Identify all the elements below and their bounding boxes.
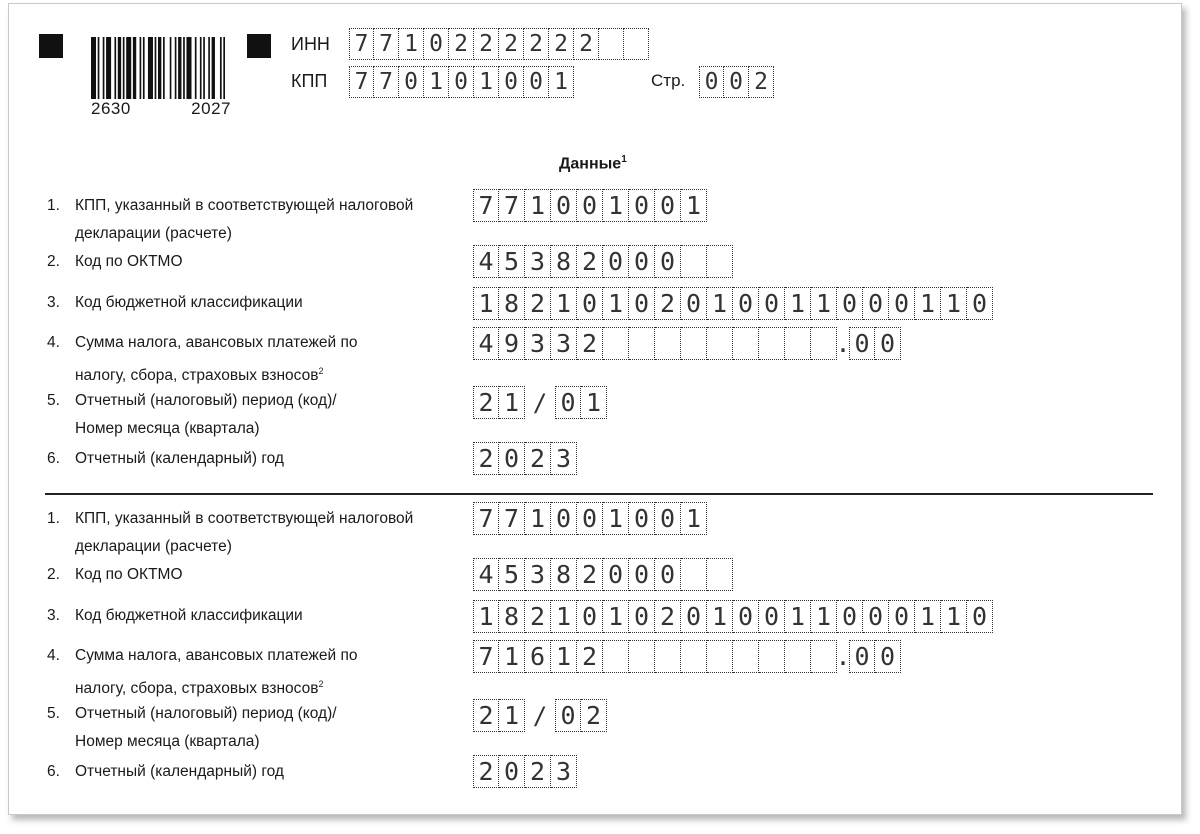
tax-sum-field-cell[interactable] [681, 640, 707, 673]
year-field-cell[interactable]: 2 [473, 755, 499, 788]
row-label [47, 329, 357, 390]
tax-sum-field [473, 327, 901, 360]
tax-sum-field-separator: . [835, 642, 851, 671]
tax-sum-field-cell[interactable] [785, 640, 811, 673]
year-field-cell[interactable]: 3 [551, 755, 577, 788]
tax-sum-field-cell[interactable] [681, 327, 707, 360]
barcode-numbers [91, 99, 231, 119]
kbk-field-cell[interactable]: 1 [915, 287, 941, 320]
barcode-bar [203, 37, 205, 99]
oktmo-field-cell[interactable]: 4 [473, 245, 499, 278]
row-label-line1: КПП, указанный в соответствующей налоговой [75, 510, 414, 527]
inn-label: ИНН [291, 34, 330, 54]
barcode-bar [220, 37, 222, 99]
page-number-field-cell[interactable]: 2 [749, 66, 774, 98]
kbk-field-cell[interactable]: 0 [629, 287, 655, 320]
year-field [473, 442, 577, 475]
row-number: 4. [47, 647, 60, 664]
year-field-cell[interactable]: 0 [499, 442, 525, 475]
tax-sum-field-cell[interactable] [629, 327, 655, 360]
barcode-bar [155, 37, 157, 99]
oktmo-field-cell[interactable]: 3 [525, 558, 551, 591]
tax-sum-field-cell[interactable]: 3 [525, 327, 551, 360]
kpp-field-cell[interactable]: 0 [524, 66, 549, 98]
barcode-bar [114, 37, 116, 99]
year-field-cell[interactable]: 2 [525, 755, 551, 788]
inn-field-cell[interactable]: 0 [424, 28, 449, 60]
period-field-cell[interactable]: 1 [499, 386, 525, 419]
kpp-field-cell[interactable]: 1 [525, 502, 551, 535]
row-label-line1: Отчетный (календарный) год [75, 450, 284, 467]
row-number: 1. [47, 197, 60, 214]
row-label [47, 758, 284, 786]
tax-sum-field-cell[interactable] [603, 327, 629, 360]
row-number: 5. [47, 392, 60, 409]
tax-sum-field-cell[interactable] [733, 327, 759, 360]
inn-field [349, 28, 649, 60]
registration-mark-left [39, 34, 63, 58]
barcode-bar [126, 37, 131, 99]
tax-sum-field-cell[interactable]: 1 [499, 640, 525, 673]
kpp-field-cell[interactable]: 1 [474, 66, 499, 98]
kpp-field-cell[interactable]: 7 [374, 66, 399, 98]
oktmo-field-cell[interactable]: 8 [551, 245, 577, 278]
kbk-field-cell[interactable]: 0 [889, 600, 915, 633]
barcode-bar [223, 37, 225, 99]
kbk-field-cell[interactable]: 1 [941, 287, 967, 320]
tax-sum-field-cell[interactable] [707, 640, 733, 673]
oktmo-field-cell[interactable]: 0 [603, 558, 629, 591]
oktmo-field-cell[interactable] [681, 558, 707, 591]
barcode [91, 37, 225, 99]
kpp-field-cell[interactable]: 0 [655, 189, 681, 222]
page-number-field-cell[interactable]: 0 [724, 66, 749, 98]
row-number: 5. [47, 705, 60, 722]
inn-field-cell[interactable]: 2 [574, 28, 599, 60]
kbk-field-cell[interactable]: 1 [785, 600, 811, 633]
kbk-field-cell[interactable]: 1 [811, 600, 837, 633]
tax-sum-field-cell[interactable]: 0 [875, 327, 901, 360]
period-field-separator: / [532, 388, 548, 417]
kbk-field-cell[interactable]: 1 [811, 287, 837, 320]
year-field-cell[interactable]: 2 [473, 442, 499, 475]
row-label [47, 602, 303, 630]
row-label-line1: Отчетный (календарный) год [75, 763, 284, 780]
kpp-field-cell[interactable]: 0 [449, 66, 474, 98]
tax-sum-field-cell[interactable]: 1 [551, 640, 577, 673]
row-label [47, 561, 183, 589]
barcode-bar [186, 37, 191, 99]
kpp-field-cell[interactable]: 0 [629, 502, 655, 535]
oktmo-field-cell[interactable]: 0 [629, 558, 655, 591]
barcode-bar [98, 37, 100, 99]
barcode-bar [212, 37, 215, 99]
barcode-bar [163, 37, 165, 99]
inn-field-cell[interactable] [599, 28, 624, 60]
row-number: 6. [47, 450, 60, 467]
row-footnote: 2 [318, 679, 324, 689]
oktmo-field-cell[interactable]: 3 [525, 245, 551, 278]
kbk-field-cell[interactable]: 1 [551, 600, 577, 633]
row-label [47, 445, 284, 473]
barcode-bar [195, 37, 197, 99]
barcode-bar [103, 37, 105, 99]
kbk-field-cell[interactable]: 1 [785, 287, 811, 320]
tax-sum-field-cell[interactable]: 3 [551, 327, 577, 360]
barcode-bar [106, 37, 111, 99]
oktmo-field-cell[interactable]: 8 [551, 558, 577, 591]
row-label [47, 289, 303, 317]
kbk-field-cell[interactable]: 1 [473, 600, 499, 633]
kpp-field [473, 189, 707, 222]
kpp-field-cell[interactable]: 1 [681, 502, 707, 535]
tax-sum-field-cell[interactable]: 6 [525, 640, 551, 673]
kbk-field-cell[interactable]: 2 [655, 600, 681, 633]
tax-sum-field-cell[interactable] [733, 640, 759, 673]
inn-field-cell[interactable]: 7 [374, 28, 399, 60]
barcode-bar [200, 37, 202, 99]
kbk-field-cell[interactable]: 1 [915, 600, 941, 633]
kpp-field-cell[interactable]: 0 [551, 189, 577, 222]
oktmo-field-cell[interactable]: 2 [577, 558, 603, 591]
tax-sum-field-cell[interactable]: 0 [849, 327, 875, 360]
registration-mark-right [247, 34, 271, 58]
row-label-line2: декларации (расчете) [75, 225, 232, 242]
kbk-field-cell[interactable]: 0 [889, 287, 915, 320]
kbk-field-cell[interactable]: 0 [967, 287, 993, 320]
kpp-field-cell[interactable]: 0 [499, 66, 524, 98]
barcode-number-1: 2630 [91, 99, 131, 118]
kbk-field-cell[interactable]: 8 [499, 600, 525, 633]
kpp-field-cell[interactable]: 0 [399, 66, 424, 98]
oktmo-field-cell[interactable] [681, 245, 707, 278]
kbk-field-cell[interactable]: 1 [603, 600, 629, 633]
barcode-bar [133, 37, 136, 99]
kbk-field-cell[interactable]: 2 [525, 600, 551, 633]
year-field [473, 755, 577, 788]
oktmo-field [473, 558, 733, 591]
kbk-field-cell[interactable]: 2 [525, 287, 551, 320]
kpp-field-cell[interactable]: 7 [499, 502, 525, 535]
oktmo-field-cell[interactable]: 4 [473, 558, 499, 591]
page-number-field [699, 66, 774, 98]
period-field [473, 699, 607, 732]
period-field-cell[interactable]: 1 [499, 699, 525, 732]
tax-sum-field-cell[interactable] [811, 640, 837, 673]
barcode-bar [123, 37, 125, 99]
period-field-cell[interactable]: 0 [555, 386, 581, 419]
period-field [473, 386, 607, 419]
tax-sum-field-cell[interactable]: 2 [577, 327, 603, 360]
kbk-field-cell[interactable]: 0 [577, 600, 603, 633]
tax-sum-field-cell[interactable] [785, 327, 811, 360]
kpp-field-cell[interactable]: 0 [577, 502, 603, 535]
row-label-line2: Номер месяца (квартала) [75, 420, 260, 437]
barcode-bar [140, 37, 142, 99]
kbk-field-cell[interactable]: 1 [941, 600, 967, 633]
kpp-field-cell[interactable]: 1 [681, 189, 707, 222]
inn-field-cell[interactable] [624, 28, 649, 60]
row-number: 4. [47, 334, 60, 351]
tax-sum-field-cell[interactable]: 0 [849, 640, 875, 673]
page-number-field-cell[interactable]: 0 [699, 66, 724, 98]
barcode-bar [143, 37, 145, 99]
row-number: 2. [47, 566, 60, 583]
period-field-separator: / [532, 701, 548, 730]
kpp-field-cell[interactable]: 7 [473, 189, 499, 222]
kpp-field-cell[interactable]: 1 [424, 66, 449, 98]
period-field-cell[interactable]: 2 [473, 386, 499, 419]
oktmo-field-cell[interactable] [707, 245, 733, 278]
period-field-cell[interactable]: 2 [581, 699, 607, 732]
tax-sum-field-separator: . [835, 329, 851, 358]
row-label [47, 248, 183, 276]
kpp-field-cell[interactable]: 7 [473, 502, 499, 535]
row-number: 2. [47, 253, 60, 270]
kbk-field-cell[interactable]: 0 [733, 287, 759, 320]
year-field-cell[interactable]: 2 [525, 442, 551, 475]
row-label-line1: Сумма налога, авансовых платежей по [75, 334, 358, 351]
tax-sum-field-cell[interactable] [707, 327, 733, 360]
block-divider [45, 493, 1153, 495]
tax-sum-field-cell[interactable]: 4 [473, 327, 499, 360]
oktmo-field-cell[interactable]: 0 [655, 558, 681, 591]
barcode-bar [178, 37, 181, 99]
barcode-bar [170, 37, 172, 99]
tax-sum-field-cell[interactable] [655, 640, 681, 673]
kbk-field-cell[interactable]: 1 [707, 287, 733, 320]
period-field-cell[interactable]: 1 [581, 386, 607, 419]
barcode-bar [118, 37, 121, 99]
kpp-field [349, 66, 574, 98]
row-label [47, 387, 337, 443]
kbk-field-cell[interactable]: 0 [837, 600, 863, 633]
row-footnote: 2 [318, 366, 324, 376]
tax-sum-field-cell[interactable] [655, 327, 681, 360]
kbk-field-cell[interactable]: 2 [655, 287, 681, 320]
barcode-bar [158, 37, 161, 99]
row-label-line1: Отчетный (налоговый) период (код)/ [75, 392, 337, 409]
inn-field-cell[interactable]: 2 [449, 28, 474, 60]
year-field-cell[interactable]: 0 [499, 755, 525, 788]
kpp-field-cell[interactable]: 7 [499, 189, 525, 222]
row-label-line1: Код бюджетной классификации [75, 294, 303, 311]
kpp-field-cell[interactable]: 1 [525, 189, 551, 222]
tax-sum-field-cell[interactable] [629, 640, 655, 673]
kpp-field-cell[interactable]: 7 [349, 66, 374, 98]
oktmo-field-cell[interactable] [707, 558, 733, 591]
section-title-footnote: 1 [621, 154, 627, 165]
kbk-field-cell[interactable]: 0 [863, 287, 889, 320]
tax-sum-field-cell[interactable] [603, 640, 629, 673]
barcode-bar [183, 37, 185, 99]
kbk-field-cell[interactable]: 0 [681, 600, 707, 633]
row-label [47, 192, 413, 248]
kpp-field-cell[interactable]: 0 [629, 189, 655, 222]
page-label: Стр. [651, 71, 686, 90]
row-label [47, 642, 357, 703]
row-label-line1: Код по ОКТМО [75, 566, 183, 583]
inn-field-cell[interactable]: 2 [524, 28, 549, 60]
kbk-field-cell[interactable]: 0 [629, 600, 655, 633]
tax-sum-field-cell[interactable] [759, 640, 785, 673]
kpp-field-cell[interactable]: 0 [551, 502, 577, 535]
kbk-field-cell[interactable]: 1 [551, 287, 577, 320]
kbk-field [473, 287, 993, 320]
form-page [8, 3, 1182, 815]
kpp-field-cell[interactable]: 1 [603, 502, 629, 535]
kbk-field-cell[interactable]: 0 [577, 287, 603, 320]
oktmo-field-cell[interactable]: 2 [577, 245, 603, 278]
kbk-field-cell[interactable]: 1 [473, 287, 499, 320]
kbk-field [473, 600, 993, 633]
tax-sum-field-cell[interactable]: 9 [499, 327, 525, 360]
year-field-cell[interactable]: 3 [551, 442, 577, 475]
kbk-field-cell[interactable]: 1 [707, 600, 733, 633]
inn-field-cell[interactable]: 1 [399, 28, 424, 60]
kbk-field-cell[interactable]: 0 [733, 600, 759, 633]
row-label-line2: налогу, сбора, страховых взносов [75, 367, 319, 385]
row-label-line2: налогу, сбора, страховых взносов [75, 680, 319, 698]
kbk-field-cell[interactable]: 1 [603, 287, 629, 320]
row-label [47, 700, 337, 756]
oktmo-field-cell[interactable]: 0 [603, 245, 629, 278]
kbk-field-cell[interactable]: 0 [759, 600, 785, 633]
period-field-cell[interactable]: 0 [555, 699, 581, 732]
kpp-field-cell[interactable]: 0 [577, 189, 603, 222]
kbk-field-cell[interactable]: 8 [499, 287, 525, 320]
oktmo-field-cell[interactable]: 0 [629, 245, 655, 278]
oktmo-field-cell[interactable]: 0 [655, 245, 681, 278]
tax-sum-field-cell[interactable]: 7 [473, 640, 499, 673]
row-label-line1: КПП, указанный в соответствующей налоговой [75, 197, 414, 214]
kbk-field-cell[interactable]: 0 [681, 287, 707, 320]
oktmo-field-cell[interactable]: 5 [499, 558, 525, 591]
kpp-field-cell[interactable]: 1 [603, 189, 629, 222]
section-title [559, 154, 627, 173]
inn-field-cell[interactable]: 7 [349, 28, 374, 60]
kpp-label: КПП [291, 71, 328, 91]
row-label-line2: декларации (расчете) [75, 538, 232, 555]
barcode-bar [175, 37, 177, 99]
barcode-bar [91, 37, 96, 99]
row-label-line1: Код по ОКТМО [75, 253, 183, 270]
inn-field-cell[interactable]: 2 [474, 28, 499, 60]
barcode-bar [148, 37, 153, 99]
kpp-field-cell[interactable]: 0 [655, 502, 681, 535]
barcode-number-2: 2027 [191, 99, 231, 118]
kpp-field [473, 502, 707, 535]
period-field-cell[interactable]: 2 [473, 699, 499, 732]
row-label-line2: Номер месяца (квартала) [75, 733, 260, 750]
oktmo-field-cell[interactable]: 5 [499, 245, 525, 278]
kbk-field-cell[interactable]: 0 [837, 287, 863, 320]
kbk-field-cell[interactable]: 0 [863, 600, 889, 633]
tax-sum-field-cell[interactable] [811, 327, 837, 360]
barcode-bar [208, 37, 210, 99]
kbk-field-cell[interactable]: 0 [759, 287, 785, 320]
row-label [47, 505, 413, 561]
tax-sum-field-cell[interactable] [759, 327, 785, 360]
row-label-line1: Код бюджетной классификации [75, 607, 303, 624]
tax-sum-field-cell[interactable]: 0 [875, 640, 901, 673]
row-label-line1: Сумма налога, авансовых платежей по [75, 647, 358, 664]
section-title-text: Данные [559, 155, 622, 173]
row-label-line1: Отчетный (налоговый) период (код)/ [75, 705, 337, 722]
inn-field-cell[interactable]: 2 [549, 28, 574, 60]
tax-sum-field-cell[interactable]: 2 [577, 640, 603, 673]
kbk-field-cell[interactable]: 0 [967, 600, 993, 633]
row-number: 3. [47, 294, 60, 311]
kpp-field-cell[interactable]: 1 [549, 66, 574, 98]
inn-field-cell[interactable]: 2 [499, 28, 524, 60]
oktmo-field [473, 245, 733, 278]
tax-sum-field [473, 640, 901, 673]
row-number: 3. [47, 607, 60, 624]
row-number: 1. [47, 510, 60, 527]
row-number: 6. [47, 763, 60, 780]
